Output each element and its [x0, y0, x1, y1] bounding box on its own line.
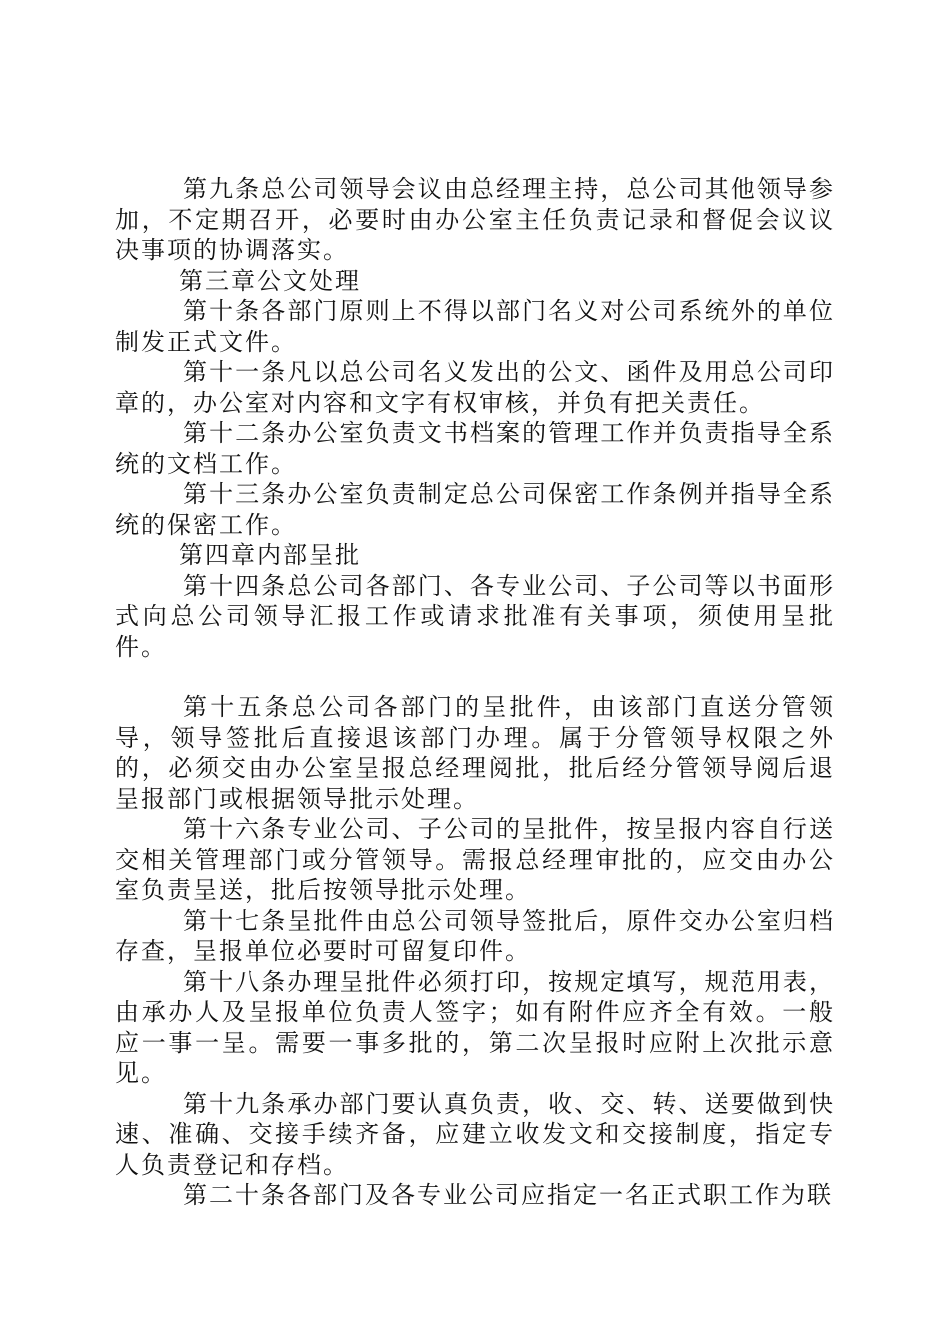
article-13: 第十三条办公室负责制定总公司保密工作条例并指导全系统的保密工作。 — [115, 480, 835, 539]
article-11: 第十一条凡以总公司名义发出的公文、函件及用总公司印章的，办公室对内容和文字有权审核，并负有把关责任。 — [115, 358, 835, 417]
article-10: 第十条各部门原则上不得以部门名义对公司系统外的单位制发正式文件。 — [115, 297, 835, 356]
blank-line — [115, 662, 835, 692]
chapter-3-heading: 第三章公文处理 — [179, 266, 361, 295]
document-body — [115, 174, 835, 1211]
article-20: 第二十条各部门及各专业公司应指定一名正式职工作为联 — [183, 1181, 833, 1209]
article-18: 第十八条办理呈批件必须打印，按规定填写，规范用表，由承办人及呈报单位负责人签字；如有附件应齐全有效。一般应一事一呈。需要一事多批的，第二次呈报时应附上次批示意见。 — [115, 967, 835, 1087]
article-19: 第十九条承办部门要认真负责，收、交、转、送要做到快速、准确、交接手续齐备，应建立收发文和交接制度，指定专人负责登记和存档。 — [115, 1089, 835, 1179]
article-12: 第十二条办公室负责文书档案的管理工作并负责指导全系统的文档工作。 — [115, 419, 835, 478]
article-15: 第十五条总公司各部门的呈批件，由该部门直送分管领导，领导签批后直接退该部门办理。属于分管领导权限之外的，必须交由办公室呈报总经理阅批，批后经分管领导阅后退呈报部门或根据领导批示处理。 — [115, 693, 835, 813]
chapter-4-heading: 第四章内部呈批 — [179, 541, 361, 569]
article-17: 第十七条呈批件由总公司领导签批后，原件交办公室归档存查，呈报单位必要时可留复印件。 — [115, 906, 835, 965]
article-16: 第十六条专业公司、子公司的呈批件，按呈报内容自行送交相关管理部门或分管领导。需报总经理审批的，应交由办公室负责呈送，批后按领导批示处理。 — [115, 815, 835, 904]
article-9: 第九条总公司领导会议由总经理主持，总公司其他领导参加，不定期召开，必要时由办公室主任负责记录和督促会议议决事项的协调落实。 — [115, 175, 835, 264]
article-14: 第十四条总公司各部门、各专业公司、子公司等以书面形式向总公司领导汇报工作或请求批准有关事项，须使用呈批件。 — [115, 571, 835, 661]
